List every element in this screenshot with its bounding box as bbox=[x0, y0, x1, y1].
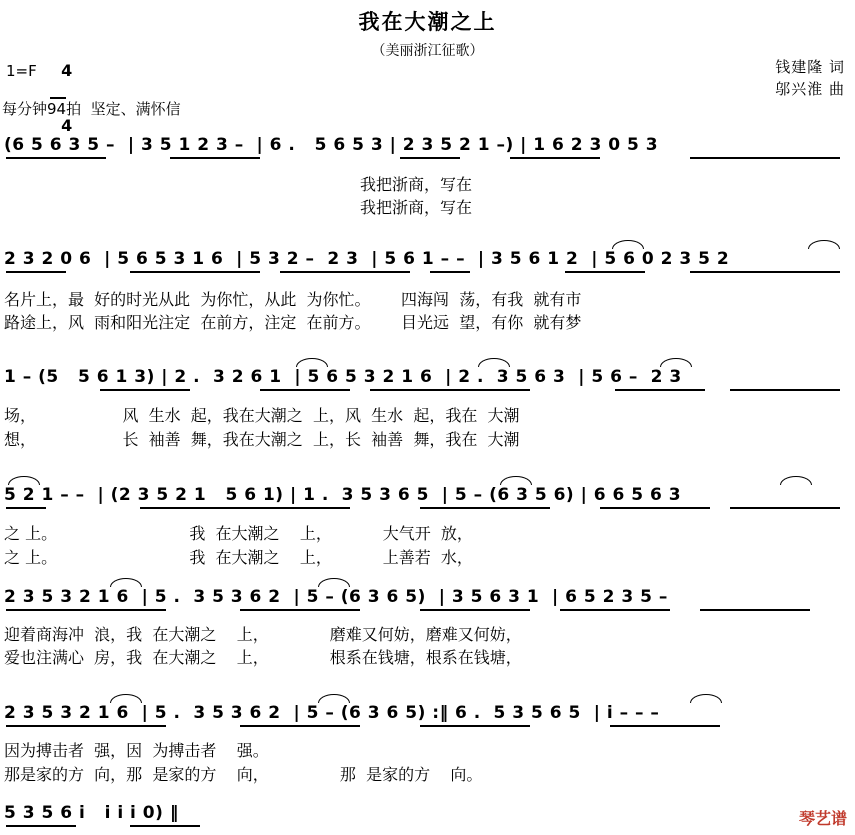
tie-slur bbox=[318, 694, 350, 703]
beam bbox=[140, 507, 350, 509]
lyric-row-1-verse-2: 我把浙商，写在 bbox=[4, 198, 473, 217]
beam bbox=[690, 157, 840, 159]
notation-row-5: 2 3 5 3 2 1 6 | 5 . 3 5 3 6 2 | 5 – (6 3 6 5) | 3 5 6 3 1 | 6 5 2 3 5 – bbox=[4, 587, 668, 607]
notation-row-4: 5 2 1 – – | (2 3 5 2 1 5 6 1) | 1 . 3 5 3 6 5 | 5 – (6 3 5 6) | 6 6 5 6 3 bbox=[4, 485, 682, 505]
beam bbox=[6, 825, 76, 827]
beam bbox=[420, 725, 530, 727]
lyric-row-2-verse-2: 路途上，风 雨和阳光注定 在前方，注定 在前方。 目光远 望，有你 就有梦 bbox=[4, 313, 582, 332]
notation-row-7: 5 3 5 6 i i i i 0) ‖ bbox=[4, 803, 179, 823]
beam bbox=[280, 271, 410, 273]
beam bbox=[100, 389, 190, 391]
composer-credit: 邬兴淮 曲 bbox=[775, 80, 845, 98]
beam bbox=[690, 271, 840, 273]
time-signature-top: 4 bbox=[61, 61, 73, 80]
tempo-marking: 每分钟94拍 坚定、满怀信 bbox=[2, 100, 181, 118]
lyric-row-6-verse-1: 因为搏击者 强，因 为搏击者 强。 bbox=[4, 741, 269, 760]
beam bbox=[6, 271, 66, 273]
tie-slur bbox=[612, 240, 644, 249]
key-signature: 1=F bbox=[6, 62, 37, 80]
tie-slur bbox=[500, 476, 532, 485]
beam bbox=[260, 389, 350, 391]
notation-row-3: 1 – (5 5 6 1 3) | 2 . 3 2 6 1 | 5 6 5 3 2 1 6 | 2 . 3 5 6 3 | 5 6 – 2 3 bbox=[4, 367, 682, 387]
notation-row-2: 2 3 2 0 6 | 5 6 5 3 1 6 | 5 3 2 – 2 3 | 5 6 1 – – | 3 5 6 1 2 | 5 6 0 2 3 5 2 bbox=[4, 249, 730, 269]
tie-slur bbox=[8, 476, 40, 485]
lyric-row-2-verse-1: 名片上，最 好的时光从此 为你忙，从此 为你忙。 四海闯 荡，有我 就有市 bbox=[4, 290, 582, 309]
lyric-row-3-verse-2: 想， 长 袖善 舞，我在大潮之 上，长 袖善 舞，我在 大潮 bbox=[4, 430, 520, 449]
tie-slur bbox=[660, 358, 692, 367]
lyric-row-5-verse-1: 迎着商海冲 浪，我 在大潮之 上， 磨难又何妨，磨难又何妨， bbox=[4, 625, 522, 644]
lyric-row-6-verse-2: 那是家的方 向，那 是家的方 向， 那 是家的方 向。 bbox=[4, 765, 483, 784]
beam bbox=[700, 609, 810, 611]
beam bbox=[6, 609, 166, 611]
notation-row-1: (6 5 6 3 5 – | 3 5 1 2 3 – | 6 . 5 6 5 3 | 2 3 5 2 1 –) | 1 6 2 3 0 5 3 bbox=[4, 135, 659, 155]
time-signature-bottom: 4 bbox=[61, 116, 73, 135]
tie-slur bbox=[690, 694, 722, 703]
lyric-row-3-verse-1: 场， 风 生水 起，我在大潮之 上，风 生水 起，我在 大潮 bbox=[4, 406, 520, 425]
beam bbox=[170, 157, 260, 159]
tie-slur bbox=[296, 358, 328, 367]
beam bbox=[240, 725, 360, 727]
beam bbox=[6, 725, 166, 727]
song-title: 我在大潮之上 bbox=[358, 10, 497, 34]
beam bbox=[240, 609, 360, 611]
lyricist-credit: 钱建隆 词 bbox=[775, 58, 845, 76]
tie-slur bbox=[110, 578, 142, 587]
tie-slur bbox=[478, 358, 510, 367]
notation-row-6: 2 3 5 3 2 1 6 | 5 . 3 5 3 6 2 | 5 – (6 3 6 5) :‖ 6 . 5 3 5 6 5 | i – – – bbox=[4, 703, 660, 723]
beam bbox=[730, 389, 840, 391]
beam bbox=[130, 825, 200, 827]
tie-slur bbox=[110, 694, 142, 703]
beam bbox=[6, 507, 46, 509]
lyric-row-1-verse-1: 我把浙商，写在 bbox=[4, 175, 473, 194]
beam bbox=[420, 609, 530, 611]
beam bbox=[600, 507, 710, 509]
beam bbox=[430, 271, 470, 273]
tie-slur bbox=[780, 476, 812, 485]
lyric-row-4-verse-1: 之 上。 我 在大潮之 上， 大气开 放， bbox=[4, 524, 473, 543]
song-subtitle: （美丽浙江征歌） bbox=[371, 43, 484, 59]
beam bbox=[610, 725, 720, 727]
beam bbox=[130, 271, 260, 273]
lyric-row-4-verse-2: 之 上。 我 在大潮之 上， 上善若 水， bbox=[4, 548, 473, 567]
tie-slur bbox=[318, 578, 350, 587]
lyric-row-5-verse-2: 爱也注满心 房，我 在大潮之 上， 根系在钱塘，根系在钱塘， bbox=[4, 648, 522, 667]
beam bbox=[560, 609, 670, 611]
beam bbox=[370, 389, 530, 391]
beam bbox=[420, 507, 550, 509]
beam bbox=[6, 157, 106, 159]
beam bbox=[565, 271, 645, 273]
site-logo: 琴艺谱 bbox=[798, 809, 847, 828]
tie-slur bbox=[808, 240, 840, 249]
time-signature bbox=[50, 45, 73, 135]
beam bbox=[510, 157, 600, 159]
beam bbox=[730, 507, 840, 509]
beam bbox=[615, 389, 705, 391]
beam bbox=[400, 157, 460, 159]
